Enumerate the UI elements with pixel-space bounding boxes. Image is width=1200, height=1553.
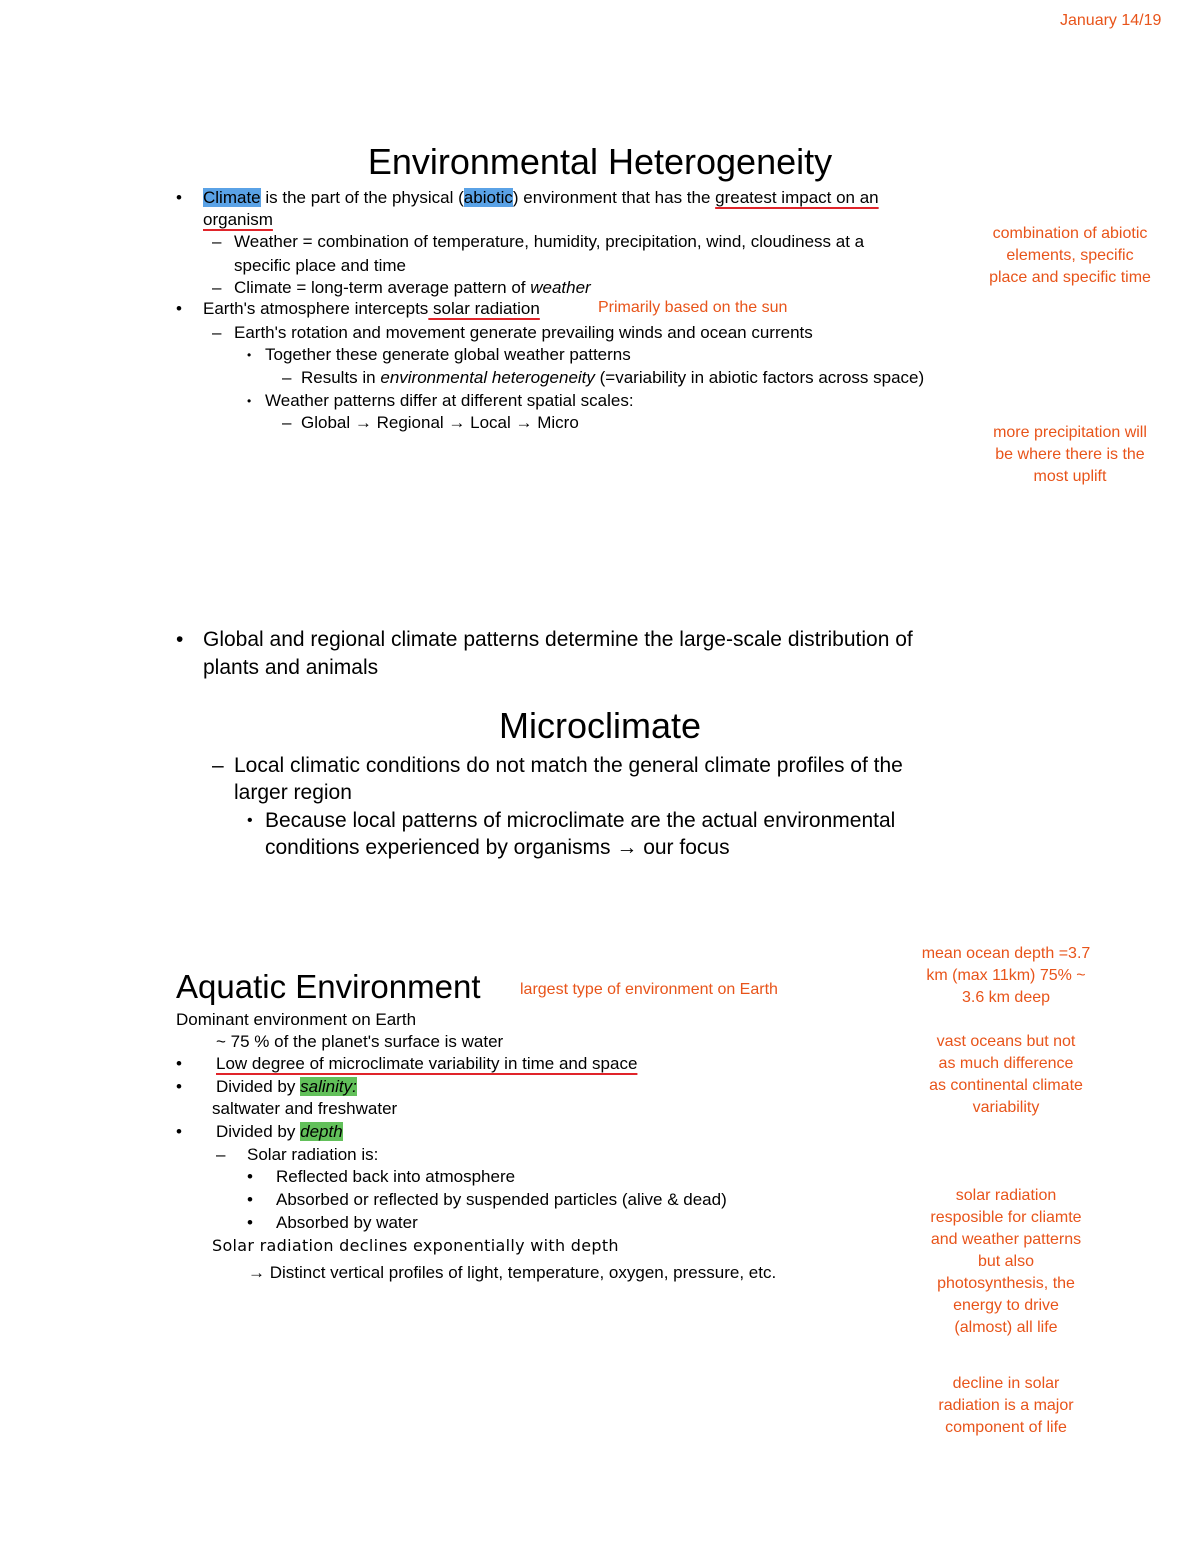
organism-underline: organism (203, 210, 273, 229)
text: Results in (301, 368, 381, 387)
dash-icon: – (212, 232, 222, 251)
dash-icon: – (212, 278, 222, 297)
bullet-icon: • (247, 348, 252, 362)
text: (=variability in abiotic factors across space) (594, 368, 925, 387)
note-line: but also (977, 1253, 1035, 1270)
note-line: energy to drive (953, 1297, 1059, 1314)
bullet-icon: • (176, 1077, 182, 1096)
note-line: variability (972, 1099, 1040, 1116)
section-title-aquatic: Aquatic Environment (176, 968, 481, 1005)
note-line: (almost) all life (954, 1319, 1058, 1336)
note-line: as much difference (938, 1055, 1074, 1072)
note-line: decline in solar (952, 1375, 1060, 1392)
note-line: solar radiation (955, 1187, 1057, 1204)
note-line: be where there is the (995, 446, 1145, 463)
bullet-icon: • (176, 1122, 182, 1141)
rotation-line: Earth's rotation and movement generate prevailing winds and ocean currents (234, 323, 813, 342)
saltwater-freshwater-line: saltwater and freshwater (212, 1099, 398, 1118)
section-title-environmental-heterogeneity: Environmental Heterogeneity (367, 141, 833, 182)
note-combination-abiotic (970, 223, 1170, 289)
dash-icon: – (212, 323, 222, 342)
depth-highlight: depth (300, 1122, 343, 1141)
text: Climate = long-term average pattern of (234, 278, 531, 297)
note-line: elements, specific (1006, 247, 1134, 264)
low-degree-underline: Low degree of microclimate variability in time and space (216, 1054, 638, 1073)
note-line: km (max 11km) 75% ~ (926, 967, 1086, 984)
because-line1: Because local patterns of microclimate are the actual environmental (265, 809, 896, 832)
note-line: as continental climate (929, 1077, 1083, 1094)
section-title-microclimate: Microclimate (498, 705, 702, 746)
absorbed-water-line: Absorbed by water (276, 1213, 418, 1232)
weather-italic: weather (530, 278, 591, 297)
climate-highlight: Climate (203, 188, 261, 207)
salinity-highlight: salinity: (300, 1077, 357, 1096)
note-line: more precipitation will (993, 424, 1147, 441)
note-line: photosynthesis, the (937, 1275, 1075, 1292)
date-annotation: January 14/19 (1060, 12, 1162, 29)
bullet-icon: • (176, 628, 184, 651)
note-ocean-depth (906, 943, 1106, 1009)
distinct-profiles-line: → Distinct vertical profiles of light, temperature, oxygen, pressure, etc. (248, 1263, 777, 1282)
text: ) environment that has the (512, 188, 716, 207)
dash-icon: – (282, 413, 292, 432)
note-line: resposible for cliamte (930, 1209, 1082, 1226)
bullet-icon: • (176, 299, 182, 318)
local-conditions-line2: larger region (234, 781, 352, 804)
salinity-line (216, 1076, 357, 1098)
weather-patterns-line: Weather patterns differ at different spatial scales: (265, 391, 634, 410)
weather-definition-line2: specific place and time (234, 256, 406, 275)
note-line: place and specific time (989, 269, 1151, 286)
atmosphere-line (203, 298, 540, 320)
global-regional-line2: plants and animals (203, 656, 379, 679)
weather-definition-line1: Weather = combination of temperature, humidity, precipitation, wind, cloudiness at a (234, 232, 865, 251)
bullet-icon: • (247, 812, 253, 829)
dominant-line: Dominant environment on Earth (176, 1010, 417, 1029)
reflected-line: Reflected back into atmosphere (276, 1167, 516, 1186)
bullet-icon: • (247, 1190, 253, 1209)
note-line: vast oceans but not (936, 1033, 1076, 1050)
declines-line: Solar radiation declines exponentially with depth (212, 1236, 619, 1255)
text: Earth's atmosphere intercepts (203, 299, 429, 318)
text: Divided by (216, 1077, 301, 1096)
percent-water-line: ~ 75 % of the planet's surface is water (216, 1032, 504, 1051)
note-vast-oceans (906, 1031, 1106, 1119)
note-line: 3.6 km deep (961, 989, 1051, 1006)
bullet-icon: • (176, 1054, 182, 1073)
dash-icon: – (282, 368, 292, 387)
local-conditions-line1: Local climatic conditions do not match the general climate profiles of the (234, 754, 903, 777)
note-line: combination of abiotic (992, 225, 1148, 242)
because-line2: conditions experienced by organisms → our focus (265, 836, 730, 859)
greatest-impact-underline: greatest impact on an (715, 188, 879, 207)
global-regional-line1: Global and regional climate patterns determine the large-scale distribution of (203, 628, 913, 651)
note-line: radiation is a major (938, 1397, 1074, 1414)
bullet-icon: • (176, 188, 182, 207)
bullet-icon: • (247, 1213, 253, 1232)
together-line: Together these generate global weather patterns (265, 345, 631, 364)
absorbed-particles-line: Absorbed or reflected by suspended particles (alive & dead) (276, 1190, 727, 1209)
bullet-icon: • (247, 394, 252, 408)
note-line: most uplift (1033, 468, 1107, 485)
note-decline-solar (906, 1373, 1106, 1439)
scales-line: Global → Regional → Local → Micro (301, 413, 579, 432)
dash-icon: – (216, 1145, 226, 1164)
note-precipitation (970, 422, 1170, 488)
note-line: component of life (945, 1419, 1067, 1436)
solar-radiation-is-line: Solar radiation is: (247, 1145, 379, 1164)
results-line (301, 367, 924, 389)
note-line: and weather patterns (930, 1231, 1082, 1248)
text: is the part of the physical ( (260, 188, 464, 207)
depth-line (216, 1121, 343, 1143)
solar-radiation-underline: solar radiation (428, 299, 540, 318)
abiotic-highlight: abiotic (463, 188, 513, 207)
largest-environment-annotation: largest type of environment on Earth (520, 981, 778, 998)
note-line: mean ocean depth =3.7 (921, 945, 1091, 962)
text: Divided by (216, 1122, 301, 1141)
env-heterogeneity-italic: environmental heterogeneity (380, 368, 595, 387)
climate-definition-line (203, 187, 879, 209)
dash-icon: – (212, 754, 224, 777)
climate-definition (234, 277, 591, 299)
primarily-sun-annotation: Primarily based on the sun (598, 299, 788, 316)
note-solar-radiation (906, 1185, 1106, 1339)
bullet-icon: • (247, 1167, 253, 1186)
